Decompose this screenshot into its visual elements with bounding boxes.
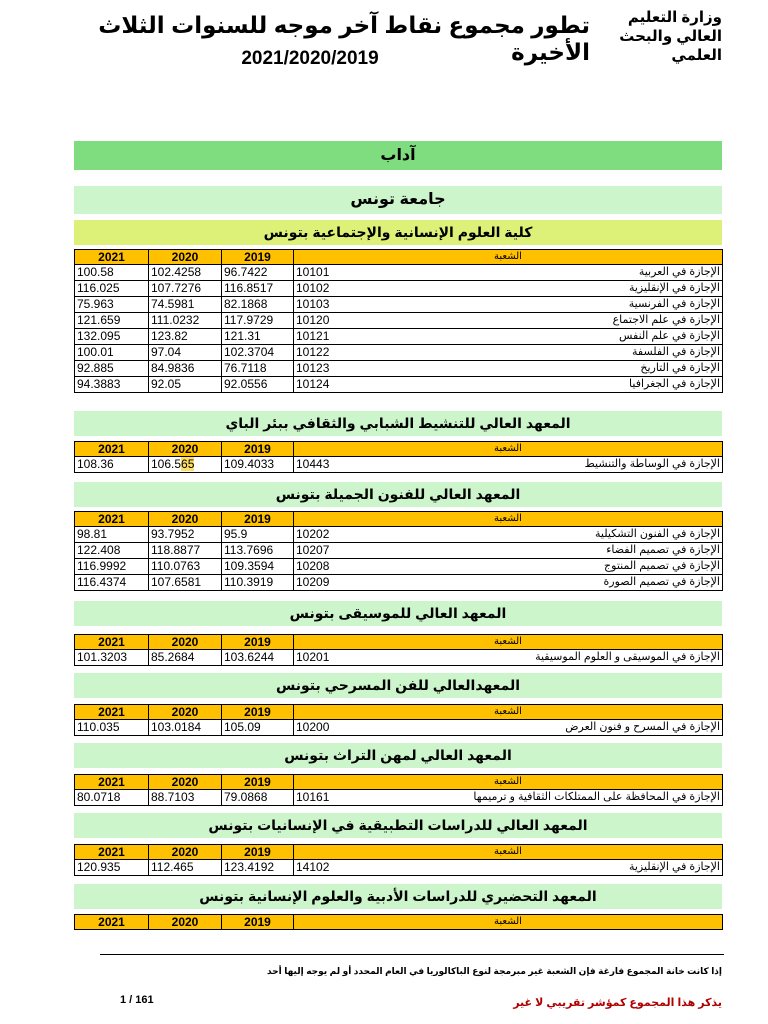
specialty-header: الشعبة — [294, 512, 723, 527]
specialty-cell — [294, 790, 723, 806]
table-row — [75, 650, 723, 666]
score-2021: 101.3203 — [75, 650, 149, 666]
score-2020: 88.7103 — [149, 790, 222, 806]
score-2020: 103.0184 — [149, 720, 222, 736]
specialty-label: الإجازة في تصميم الفضاء — [606, 544, 720, 556]
year-2020-header: 2020 — [149, 705, 222, 720]
score-2021: 121.659 — [75, 313, 149, 329]
table-row — [75, 345, 723, 361]
table-row — [75, 265, 723, 281]
institution-banner: المعهد العالي للتنشيط الشبابي والثقافي ببئر الباي — [74, 411, 722, 436]
specialty-label: الإجازة في المسرح و فنون العرض — [565, 721, 720, 733]
specialty-label: الإجازة في الفرنسية — [628, 298, 720, 310]
score-2019: 79.0868 — [222, 790, 294, 806]
score-2019: 95.9 — [222, 527, 294, 543]
specialty-cell — [294, 345, 723, 361]
scores-table — [74, 634, 723, 666]
specialty-cell — [294, 543, 723, 559]
institution-banner: المعهد العالي للموسيقى بتونس — [74, 601, 722, 626]
score-2020: 107.6581 — [149, 575, 222, 591]
year-2019-header: 2019 — [222, 915, 294, 930]
score-2021: 92.885 — [75, 361, 149, 377]
year-2019-header: 2019 — [222, 250, 294, 265]
score-2020: 106.565 — [149, 457, 222, 473]
specialty-code: 14102 — [296, 860, 330, 874]
score-2021: 116.025 — [75, 281, 149, 297]
table-row — [75, 297, 723, 313]
specialty-code: 10443 — [296, 457, 330, 471]
specialty-code: 10124 — [296, 377, 330, 391]
specialty-label: الإجازة في تصميم المنتوج — [604, 560, 720, 572]
table-row — [75, 559, 723, 575]
institution-banner: المعهدالعالي للفن المسرحي بتونس — [74, 673, 722, 698]
year-2021-header: 2021 — [75, 442, 149, 457]
score-2020: 84.9836 — [149, 361, 222, 377]
specialty-code: 10209 — [296, 575, 330, 589]
year-2019-header: 2019 — [222, 442, 294, 457]
score-2019: 117.9729 — [222, 313, 294, 329]
scores-table — [74, 704, 723, 736]
table-header-row — [75, 845, 723, 860]
score-2020: 92.05 — [149, 377, 222, 393]
score-2021: 108.36 — [75, 457, 149, 473]
specialty-code: 10121 — [296, 329, 330, 343]
specialty-label: الإجازة في الموسيقى و العلوم الموسيقية — [535, 651, 720, 663]
score-2021: 75.963 — [75, 297, 149, 313]
specialty-label: الإجازة في علم الاجتماع — [612, 314, 720, 326]
year-2019-header: 2019 — [222, 705, 294, 720]
score-2021: 120.935 — [75, 860, 149, 876]
table-header-row — [75, 775, 723, 790]
score-2020: 112.465 — [149, 860, 222, 876]
score-2019: 76.7118 — [222, 361, 294, 377]
specialty-code: 10122 — [296, 345, 330, 359]
year-2019-header: 2019 — [222, 635, 294, 650]
specialty-header: الشعبة — [294, 442, 723, 457]
score-2019: 123.4192 — [222, 860, 294, 876]
score-2021: 116.9992 — [75, 559, 149, 575]
document-years: 2021/2020/2019 — [241, 48, 379, 69]
university-banner: جامعة تونس — [74, 186, 722, 214]
scores-table — [74, 844, 723, 876]
table-row — [75, 361, 723, 377]
year-2020-header: 2020 — [149, 845, 222, 860]
table-header-row — [75, 250, 723, 265]
table-row — [75, 527, 723, 543]
score-2020: 74.5981 — [149, 297, 222, 313]
score-2020: 102.4258 — [149, 265, 222, 281]
specialty-cell — [294, 559, 723, 575]
specialty-code: 10102 — [296, 281, 330, 295]
specialty-cell — [294, 361, 723, 377]
ministry-name: وزارة التعليم العالي والبحث العلمي — [619, 9, 722, 64]
specialty-header: الشعبة — [294, 250, 723, 265]
score-2020: 123.82 — [149, 329, 222, 345]
score-2019: 113.7696 — [222, 543, 294, 559]
year-2021-header: 2021 — [75, 705, 149, 720]
scores-table — [74, 914, 723, 930]
scores-table — [74, 774, 723, 806]
score-2019: 96.7422 — [222, 265, 294, 281]
score-2021: 98.81 — [75, 527, 149, 543]
footnote: إذا كانت خانة المجموع فارغة فإن الشعبة غير مبرمجة لنوع الباكالوريا في العام المحدد أو لم يوجه إليها أحد — [266, 966, 722, 976]
specialty-label: الإجازة في الفلسفة — [632, 346, 720, 358]
specialty-label: الإجازة في الجغرافيا — [629, 378, 720, 390]
table-row — [75, 543, 723, 559]
specialty-cell — [294, 265, 723, 281]
institution-banner: كلية العلوم الإنسانية والإجتماعية بتونس — [74, 220, 722, 245]
specialty-cell — [294, 297, 723, 313]
table-header-row — [75, 705, 723, 720]
score-2020: 85.2684 — [149, 650, 222, 666]
specialty-code: 10120 — [296, 313, 330, 327]
specialty-header: الشعبة — [294, 775, 723, 790]
score-2019: 110.3919 — [222, 575, 294, 591]
specialty-label: الإجازة في المحافظة على الممتلكات الثقافية و ترميمها — [473, 791, 720, 803]
institution-banner: المعهد التحضيري للدراسات الأدبية والعلوم الإنسانية بتونس — [74, 884, 722, 909]
specialty-label: الإجازة في تصميم الصورة — [603, 576, 720, 588]
score-2021: 132.095 — [75, 329, 149, 345]
year-2020-header: 2020 — [149, 250, 222, 265]
year-2021-header: 2021 — [75, 250, 149, 265]
score-2019: 82.1868 — [222, 297, 294, 313]
page-number: 1 / 161 — [120, 994, 154, 1006]
year-2021-header: 2021 — [75, 915, 149, 930]
score-2020: 110.0763 — [149, 559, 222, 575]
specialty-cell — [294, 860, 723, 876]
specialty-cell — [294, 527, 723, 543]
institution-banner: المعهد العالي لمهن التراث بتونس — [74, 743, 722, 768]
specialty-code: 10101 — [296, 265, 330, 279]
score-2019: 103.6244 — [222, 650, 294, 666]
specialty-code: 10208 — [296, 559, 330, 573]
table-row — [75, 313, 723, 329]
year-2020-header: 2020 — [149, 915, 222, 930]
scores-table — [74, 249, 723, 393]
table-header-row — [75, 635, 723, 650]
specialty-label: الإجازة في الإنقليزية — [628, 861, 720, 873]
score-2021: 100.58 — [75, 265, 149, 281]
table-header-row — [75, 512, 723, 527]
score-2020: 107.7276 — [149, 281, 222, 297]
table-row — [75, 860, 723, 876]
score-2021: 100.01 — [75, 345, 149, 361]
specialty-code: 10207 — [296, 543, 330, 557]
score-2020: 93.7952 — [149, 527, 222, 543]
field-banner: آداب — [74, 141, 722, 170]
score-2019: 102.3704 — [222, 345, 294, 361]
specialty-cell — [294, 650, 723, 666]
score-2021: 80.0718 — [75, 790, 149, 806]
year-2021-header: 2021 — [75, 775, 149, 790]
table-row — [75, 281, 723, 297]
specialty-header: الشعبة — [294, 845, 723, 860]
indicator-note: يذكر هذا المجموع كمؤشر تقريبي لا غير — [513, 997, 722, 1009]
specialty-code: 10103 — [296, 297, 330, 311]
score-2019: 105.09 — [222, 720, 294, 736]
specialty-header: الشعبة — [294, 705, 723, 720]
specialty-label: الإجازة في الوساطة والتنشيط — [584, 458, 720, 470]
table-row — [75, 575, 723, 591]
specialty-cell — [294, 281, 723, 297]
score-2019: 116.8517 — [222, 281, 294, 297]
table-row — [75, 790, 723, 806]
score-2021: 94.3883 — [75, 377, 149, 393]
table-header-row — [75, 915, 723, 930]
table-row — [75, 329, 723, 345]
year-2020-header: 2020 — [149, 635, 222, 650]
specialty-label: الإجازة في العربية — [638, 266, 720, 278]
specialty-header: الشعبة — [294, 915, 723, 930]
score-2019: 92.0556 — [222, 377, 294, 393]
score-2021: 122.408 — [75, 543, 149, 559]
specialty-code: 10161 — [296, 790, 330, 804]
specialty-cell — [294, 720, 723, 736]
specialty-label: الإجازة في الإنقليزية — [628, 282, 720, 294]
table-row — [75, 720, 723, 736]
specialty-label: الإجازة في التاريخ — [640, 362, 720, 374]
table-row — [75, 457, 723, 473]
specialty-code: 10200 — [296, 720, 330, 734]
year-2021-header: 2021 — [75, 512, 149, 527]
scores-table — [74, 441, 723, 473]
year-2020-header: 2020 — [149, 442, 222, 457]
score-2019: 109.3594 — [222, 559, 294, 575]
footnote-divider — [100, 954, 724, 955]
document-title: تطور مجموع نقاط آخر موجه للسنوات الثلاث الأخيرة — [98, 12, 590, 65]
score-2020: 118.8877 — [149, 543, 222, 559]
specialty-label: الإجازة في الفنون التشكيلية — [595, 528, 720, 540]
scores-table — [74, 511, 723, 591]
table-row — [75, 377, 723, 393]
score-2019: 109.4033 — [222, 457, 294, 473]
year-2020-header: 2020 — [149, 512, 222, 527]
score-2020: 111.0232 — [149, 313, 222, 329]
specialty-cell — [294, 377, 723, 393]
specialty-cell — [294, 329, 723, 345]
specialty-header: الشعبة — [294, 635, 723, 650]
year-2019-header: 2019 — [222, 775, 294, 790]
score-2021: 116.4374 — [75, 575, 149, 591]
specialty-cell — [294, 457, 723, 473]
specialty-cell — [294, 575, 723, 591]
institution-banner: المعهد العالي للفنون الجميلة بتونس — [74, 482, 722, 507]
specialty-code: 10123 — [296, 361, 330, 375]
table-header-row — [75, 442, 723, 457]
year-2021-header: 2021 — [75, 845, 149, 860]
institution-banner: المعهد العالي للدراسات التطبيقية في الإنسانيات بتونس — [74, 813, 722, 838]
specialty-label: الإجازة في علم النفس — [619, 330, 720, 342]
specialty-cell — [294, 313, 723, 329]
year-2021-header: 2021 — [75, 635, 149, 650]
specialty-code: 10202 — [296, 527, 330, 541]
year-2020-header: 2020 — [149, 775, 222, 790]
score-2020: 97.04 — [149, 345, 222, 361]
score-2021: 110.035 — [75, 720, 149, 736]
specialty-code: 10201 — [296, 650, 330, 664]
year-2019-header: 2019 — [222, 845, 294, 860]
score-2019: 121.31 — [222, 329, 294, 345]
year-2019-header: 2019 — [222, 512, 294, 527]
